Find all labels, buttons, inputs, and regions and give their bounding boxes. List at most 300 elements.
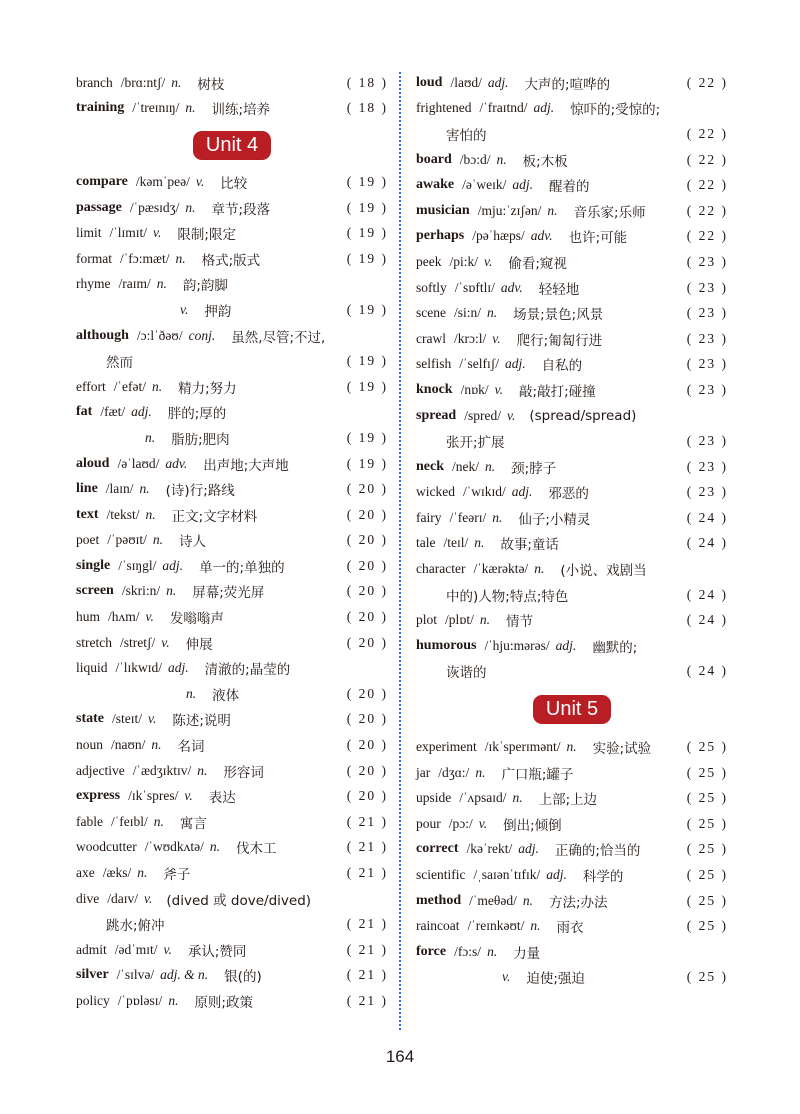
entry-pos: adv.	[165, 455, 188, 471]
entry-meaning: 爬行;匍匐行进	[516, 332, 603, 349]
entry-phonetic: /bɔ:d/	[459, 151, 491, 167]
entry-phonetic: /daɪv/	[107, 890, 138, 906]
entry-inflection-note: (spread/spread)	[529, 407, 637, 424]
entry-page-ref: ( 21 )	[346, 916, 388, 932]
entry-phonetic: /ˈfraɪtnd/	[479, 100, 528, 116]
entry-pos: n.	[522, 892, 533, 908]
entry-phonetic: /mju:ˈzɪʃən/	[477, 202, 542, 218]
vocab-entry	[416, 403, 728, 429]
entry-page-ref: ( 19 )	[346, 225, 388, 241]
unit-heading	[416, 684, 728, 734]
vocab-entry-continuation	[76, 681, 388, 707]
entry-page-ref: ( 19 )	[346, 173, 388, 189]
entry-meaning: 科学的	[582, 869, 624, 886]
vocab-entry	[416, 607, 728, 633]
entry-meaning: 颈;脖子	[511, 460, 557, 477]
entry-phonetic: /tekst/	[106, 506, 140, 522]
entry-word: liquid	[76, 660, 108, 676]
entry-meaning: 上部;上边	[538, 792, 598, 809]
entry-page-ref: ( 23 )	[686, 433, 728, 449]
vocab-entry-continuation	[416, 121, 728, 147]
vocab-entry	[416, 96, 728, 122]
entry-meaning: 正确的;恰当的	[554, 843, 641, 860]
entry-meaning: 板;木板	[522, 153, 568, 170]
vocab-entry	[76, 476, 388, 502]
entry-word: selfish	[416, 356, 452, 372]
entry-phonetic: /nɒk/	[460, 381, 489, 397]
entry-word: loud	[416, 74, 443, 90]
entry-word: effort	[76, 378, 106, 394]
entry-page-ref: ( 19 )	[346, 455, 388, 471]
entry-phonetic: /si:n/	[453, 305, 481, 321]
entry-page-ref: ( 20 )	[346, 609, 388, 625]
entry-word: crawl	[416, 330, 446, 346]
vocab-entry	[76, 195, 388, 221]
entry-phonetic: /ˈædʒɪktɪv/	[132, 762, 192, 778]
entry-phonetic: /teɪl/	[443, 535, 469, 551]
vocab-entry	[416, 531, 728, 557]
entry-page-ref: ( 20 )	[346, 711, 388, 727]
entry-phonetic: /ˈmeθəd/	[469, 892, 517, 908]
entry-page-ref: ( 24 )	[686, 586, 728, 602]
entry-page-ref: ( 25 )	[686, 918, 728, 934]
entry-meaning: 发嗡嗡声	[169, 611, 224, 628]
entry-pos: adj.	[511, 484, 533, 500]
page-number: 164	[385, 1047, 415, 1066]
entry-meaning: 陈述;说明	[172, 713, 231, 730]
entry-phonetic: /pəˈhæps/	[472, 228, 525, 244]
vocab-entry	[76, 988, 388, 1014]
entry-pos: v.	[145, 609, 154, 625]
entry-word: rhyme	[76, 276, 111, 292]
entry-pos: v.	[144, 890, 153, 906]
entry-word: limit	[76, 225, 102, 241]
entry-page-ref: ( 23 )	[686, 381, 728, 397]
entry-page-ref: ( 20 )	[346, 532, 388, 548]
entry-page-ref: ( 19 )	[346, 301, 388, 317]
entry-meaning: 故事;童话	[500, 537, 559, 554]
entry-pos: adj.	[162, 557, 184, 573]
entry-word: neck	[416, 458, 444, 474]
entry-meaning: 邪恶的	[548, 486, 589, 503]
entry-page-ref: ( 21 )	[346, 941, 388, 957]
entry-pos: n.	[166, 583, 177, 599]
entry-word: stretch	[76, 634, 112, 650]
entry-pos: v.	[184, 788, 193, 804]
entry-meaning: 害怕的	[446, 127, 487, 144]
entry-phonetic: /spred/	[464, 407, 501, 423]
entry-phonetic: /ˈwʊdkʌtə/	[144, 839, 204, 855]
entry-meaning: 诗人	[179, 534, 207, 551]
entry-word: knock	[416, 381, 453, 397]
entry-page-ref: ( 21 )	[346, 992, 388, 1008]
entry-phonetic: /skri:n/	[121, 583, 161, 599]
vocab-entry-continuation	[416, 659, 728, 685]
entry-page-ref: ( 22 )	[686, 228, 728, 244]
entry-phonetic: /naʊn/	[111, 737, 146, 753]
entry-pos: n.	[487, 943, 498, 959]
entry-pos: n.	[485, 458, 496, 474]
vocab-entry	[76, 809, 388, 835]
entry-pos: v.	[161, 634, 170, 650]
vocab-entry	[416, 760, 728, 786]
entry-phonetic: /brɑ:ntʃ/	[120, 74, 166, 90]
entry-pos: adj.	[518, 841, 539, 857]
vocab-entry	[416, 913, 728, 939]
vocab-entry	[416, 811, 728, 837]
entry-phonetic: /ˈefət/	[113, 378, 146, 394]
entry-meaning: 情节	[505, 614, 533, 631]
entry-word: dive	[76, 890, 100, 906]
vocab-entry	[76, 70, 388, 96]
entry-meaning: 清澈的;晶莹的	[204, 662, 291, 679]
entry-word: single	[76, 557, 111, 573]
entry-page-ref: ( 23 )	[686, 458, 728, 474]
entry-meaning: 惊吓的;受惊的;	[570, 102, 661, 119]
entry-phonetic: /ˈhju:mərəs/	[484, 637, 550, 653]
entry-meaning: 伸展	[185, 636, 213, 653]
entry-page-ref: ( 20 )	[346, 506, 388, 522]
entry-phonetic: /fæt/	[100, 404, 126, 420]
entry-page-ref: ( 22 )	[686, 74, 728, 90]
entry-page-ref: ( 25 )	[686, 969, 728, 985]
entry-phonetic: /ˈfɔ:mæt/	[120, 250, 170, 266]
vocab-entry-continuation	[76, 348, 388, 374]
entry-meaning: (诗)行;路线	[165, 483, 235, 500]
entry-meaning: 迫使;强迫	[526, 971, 585, 988]
entry-pos: conj.	[188, 327, 216, 343]
entry-pos: v.	[153, 225, 162, 241]
entry-phonetic: /ɔ:lˈðəʊ/	[136, 327, 183, 343]
vocab-entry	[416, 505, 728, 531]
entry-page-ref: ( 24 )	[686, 663, 728, 679]
entry-page-ref: ( 24 )	[686, 535, 728, 551]
entry-phonetic: /ˈpæsɪdʒ/	[129, 199, 180, 215]
entry-phonetic: /ɪkˈspres/	[128, 788, 179, 804]
entry-meaning: 正文;文字材料	[171, 508, 258, 525]
entry-page-ref: ( 23 )	[686, 305, 728, 321]
vocab-entry	[76, 783, 388, 809]
entry-pos: n.	[152, 532, 164, 548]
vocab-entry	[416, 556, 728, 582]
entry-pos: v.	[180, 301, 189, 317]
entry-meaning: 名词	[177, 739, 205, 756]
entry-meaning: 轻轻地	[538, 281, 580, 298]
vocab-entry	[76, 246, 388, 272]
entry-meaning: 屏幕;荧光屏	[192, 585, 265, 602]
entry-phonetic: /əˈweɪk/	[462, 177, 507, 193]
entry-page-ref: ( 21 )	[346, 839, 388, 855]
entry-word: policy	[76, 992, 110, 1008]
vocab-entry	[76, 96, 388, 122]
vocab-entry	[416, 377, 728, 403]
entry-pos: n.	[547, 202, 558, 218]
entry-word: line	[76, 481, 98, 497]
vocab-entry	[76, 400, 388, 426]
entry-page-ref: ( 19 )	[346, 199, 388, 215]
entry-meaning: 伐木工	[236, 841, 277, 858]
entry-pos: n.	[137, 865, 148, 881]
vocab-entry	[76, 374, 388, 400]
entry-word: scene	[416, 305, 446, 321]
entry-word: force	[416, 943, 447, 959]
entry-page-ref: ( 19 )	[346, 378, 388, 394]
entry-meaning: 训练;培养	[211, 102, 271, 119]
entry-phonetic: /ˈlɪkwɪd/	[115, 660, 163, 676]
entry-pos: n.	[487, 305, 498, 321]
entry-word: fat	[76, 404, 93, 420]
vocab-entry	[416, 633, 728, 659]
vocab-entry	[416, 837, 728, 863]
entry-phonetic: /ˈsɪŋgl/	[118, 557, 157, 573]
entry-phonetic: /ˈreɪnkəʊt/	[467, 918, 525, 934]
vocab-entry	[76, 655, 388, 681]
vocab-entry	[76, 835, 388, 861]
entry-phonetic: /ˈsɪlvə/	[116, 967, 155, 983]
entry-inflection-note: (dived 或 dove/dived)	[166, 892, 312, 909]
entry-meaning: 承认;赞同	[187, 943, 247, 960]
entry-meaning: 章节;段落	[211, 201, 271, 218]
entry-pos: adj.	[505, 356, 526, 372]
entry-page-ref: ( 23 )	[686, 356, 728, 372]
entry-phonetic: /ˈkærəktə/	[473, 561, 529, 577]
entry-phonetic: /kəˈrekt/	[466, 841, 513, 857]
entry-meaning: 醒着的	[549, 179, 590, 196]
entry-meaning: 胖的;厚的	[167, 406, 227, 423]
entry-pos: n.	[156, 276, 167, 292]
entry-word: training	[76, 100, 125, 116]
entry-page-ref: ( 24 )	[686, 612, 728, 628]
vocab-entry	[416, 224, 728, 250]
entry-phonetic: /ˈʌpsaɪd/	[459, 790, 507, 806]
entry-pos: n.	[139, 481, 150, 497]
entry-word: method	[416, 892, 462, 908]
entry-phonetic: /əˈlaʊd/	[117, 455, 160, 471]
entry-pos: v.	[163, 941, 172, 957]
entry-phonetic: /laʊd/	[450, 74, 482, 90]
vocab-entry-continuation	[416, 965, 728, 991]
unit-heading	[76, 121, 388, 169]
entry-word: awake	[416, 177, 455, 193]
entry-page-ref: ( 23 )	[686, 484, 728, 500]
entry-page-ref: ( 20 )	[346, 583, 388, 599]
entry-pos: n.	[151, 378, 163, 394]
entry-meaning: 精力;努力	[178, 380, 237, 397]
entry-word: screen	[76, 583, 114, 599]
entry-phonetic: /ˈpɒləsɪ/	[117, 992, 163, 1008]
vocab-entry	[416, 734, 728, 760]
vocab-entry	[416, 785, 728, 811]
entry-page-ref: ( 20 )	[346, 481, 388, 497]
entry-phonetic: /ˈpəʊɪt/	[107, 532, 147, 548]
vocab-entry-continuation	[76, 425, 388, 451]
vocab-entry	[76, 528, 388, 554]
vocab-entry-continuation	[416, 582, 728, 608]
entry-meaning: 格式;版式	[201, 252, 261, 269]
entry-page-ref: ( 22 )	[686, 202, 728, 218]
entry-meaning: 张开;扩展	[446, 435, 505, 452]
entry-word: musician	[416, 202, 470, 218]
entry-meaning: 斧子	[163, 867, 191, 884]
entry-meaning: 寓言	[179, 815, 207, 832]
entry-phonetic: /plɒt/	[445, 612, 474, 628]
entry-word: jar	[416, 764, 431, 780]
entry-meaning: 雨衣	[556, 920, 584, 937]
entry-meaning: 幽默的;	[592, 639, 638, 656]
vocab-entry	[76, 630, 388, 656]
entry-phonetic: /kəmˈpeə/	[135, 173, 190, 189]
entry-pos: n.	[479, 612, 490, 628]
entry-pos: v.	[492, 330, 501, 346]
entry-pos: v.	[484, 253, 493, 269]
entry-meaning: 诙谐的	[446, 665, 487, 682]
entry-pos: n.	[186, 685, 197, 701]
entry-pos: n.	[496, 151, 507, 167]
entry-pos: v.	[148, 711, 157, 727]
vocab-entry	[76, 553, 388, 579]
entry-word: admit	[76, 941, 107, 957]
left-column	[76, 70, 388, 1014]
entry-word: hum	[76, 609, 101, 625]
entry-pos: n.	[151, 737, 162, 753]
entry-page-ref: ( 22 )	[686, 177, 728, 193]
entry-word: experiment	[416, 739, 477, 755]
entry-phonetic: /laɪn/	[105, 481, 134, 497]
entry-phonetic: /krɔ:l/	[453, 330, 487, 346]
entry-word: passage	[76, 199, 122, 215]
entry-meaning: 形容词	[223, 764, 264, 781]
entry-word: adjective	[76, 762, 125, 778]
entry-pos: n.	[492, 509, 503, 525]
vocab-entry	[76, 272, 388, 298]
entry-page-ref: ( 20 )	[346, 634, 388, 650]
entry-meaning: 敲;敲打;碰撞	[519, 383, 596, 400]
entry-page-ref: ( 19 )	[346, 429, 388, 445]
vocab-entry	[76, 502, 388, 528]
vocab-entry	[76, 451, 388, 477]
entry-word: softly	[416, 279, 447, 295]
entry-phonetic: /ˈselfɪʃ/	[459, 356, 499, 372]
entry-word: wicked	[416, 484, 455, 500]
vocab-entry	[416, 939, 728, 965]
entry-word: woodcutter	[76, 839, 137, 855]
entry-phonetic: /ˈfeɪbl/	[110, 813, 148, 829]
entry-phonetic: /steɪt/	[112, 711, 142, 727]
vocab-entry	[416, 70, 728, 96]
entry-word: aloud	[76, 455, 110, 471]
entry-meaning: 押韵	[204, 303, 232, 320]
entry-pos: adj.	[487, 74, 509, 90]
entry-page-ref: ( 19 )	[346, 250, 388, 266]
entry-pos: n.	[145, 429, 156, 445]
entry-page-ref: ( 25 )	[686, 867, 728, 883]
vocab-entry	[416, 172, 728, 198]
entry-word: correct	[416, 841, 459, 857]
entry-meaning: 音乐家;乐师	[573, 204, 646, 221]
entry-page-ref: ( 25 )	[686, 790, 728, 806]
entry-meaning: 跳水;俯冲	[106, 918, 165, 935]
vocab-entry	[76, 220, 388, 246]
entry-word: express	[76, 788, 121, 804]
entry-page-ref: ( 20 )	[346, 788, 388, 804]
entry-pos: adj.	[512, 177, 533, 193]
entry-pos: adj.	[131, 404, 152, 420]
entry-meaning: 方法;办法	[548, 894, 608, 911]
entry-word: peek	[416, 253, 442, 269]
entry-meaning: 倒出;倾倒	[503, 817, 562, 834]
vocab-entry	[76, 707, 388, 733]
entry-word: fable	[76, 813, 103, 829]
entry-meaning: 大声的;喧哗的	[524, 76, 611, 93]
entry-pos: n.	[171, 74, 182, 90]
entry-pos: v.	[195, 173, 205, 189]
entry-page-ref: ( 23 )	[686, 279, 728, 295]
entry-phonetic: /dʒɑ:/	[438, 764, 470, 780]
entry-word: poet	[76, 532, 100, 548]
entry-meaning: 限制;限定	[177, 227, 236, 244]
entry-word: character	[416, 561, 466, 577]
entry-meaning: 虽然,尽管;不过,	[231, 329, 326, 346]
entry-page-ref: ( 20 )	[346, 685, 388, 701]
entry-phonetic: /pi:k/	[449, 253, 478, 269]
entry-phonetic: /hʌm/	[108, 609, 140, 625]
entry-meaning: 单一的;单独的	[199, 559, 285, 576]
entry-word: text	[76, 506, 99, 522]
entry-meaning: 力量	[513, 945, 541, 962]
entry-page-ref: ( 19 )	[346, 353, 388, 369]
entry-meaning: 自私的	[541, 358, 583, 375]
entry-phonetic: /ˈfeərɪ/	[449, 509, 487, 525]
entry-pos: n.	[534, 561, 545, 577]
entry-pos: v.	[502, 969, 511, 985]
vocab-entry	[76, 323, 388, 349]
entry-phonetic: /ədˈmɪt/	[114, 941, 158, 957]
entry-word: spread	[416, 407, 457, 423]
entry-pos: n.	[530, 918, 541, 934]
entry-pos: n.	[175, 250, 186, 266]
entry-meaning: 表达	[208, 790, 236, 807]
entry-phonetic: /fɔ:s/	[454, 943, 482, 959]
vocab-entry	[416, 888, 728, 914]
entry-meaning: 脂肪;肥肉	[171, 431, 230, 448]
entry-phonetic: /æks/	[102, 865, 132, 881]
vocab-entry	[416, 326, 728, 352]
entry-pos: v.	[506, 407, 516, 423]
entry-pos: adv.	[530, 228, 553, 244]
vocab-entry	[416, 300, 728, 326]
entry-page-ref: ( 18 )	[346, 74, 388, 90]
right-column	[416, 70, 728, 990]
entry-meaning: 也许;可能	[568, 230, 628, 247]
entry-meaning: 实验;试验	[592, 741, 652, 758]
entry-meaning: 树枝	[197, 76, 225, 93]
entry-word: compare	[76, 173, 128, 189]
entry-phonetic: /ˈlɪmɪt/	[109, 225, 148, 241]
entry-pos: adj. & n.	[160, 967, 209, 983]
vocab-entry	[416, 352, 728, 378]
vocab-entry	[76, 886, 388, 912]
vocab-entry	[416, 198, 728, 224]
vocab-entry	[416, 249, 728, 275]
entry-meaning: 液体	[212, 687, 240, 704]
entry-pos: v.	[494, 381, 504, 397]
entry-word: upside	[416, 790, 452, 806]
entry-word: axe	[76, 865, 95, 881]
vocab-entry	[76, 579, 388, 605]
entry-phonetic: /raɪm/	[118, 276, 151, 292]
entry-page-ref: ( 21 )	[346, 967, 388, 983]
entry-meaning: 中的)人物;特点;特色	[446, 588, 569, 605]
